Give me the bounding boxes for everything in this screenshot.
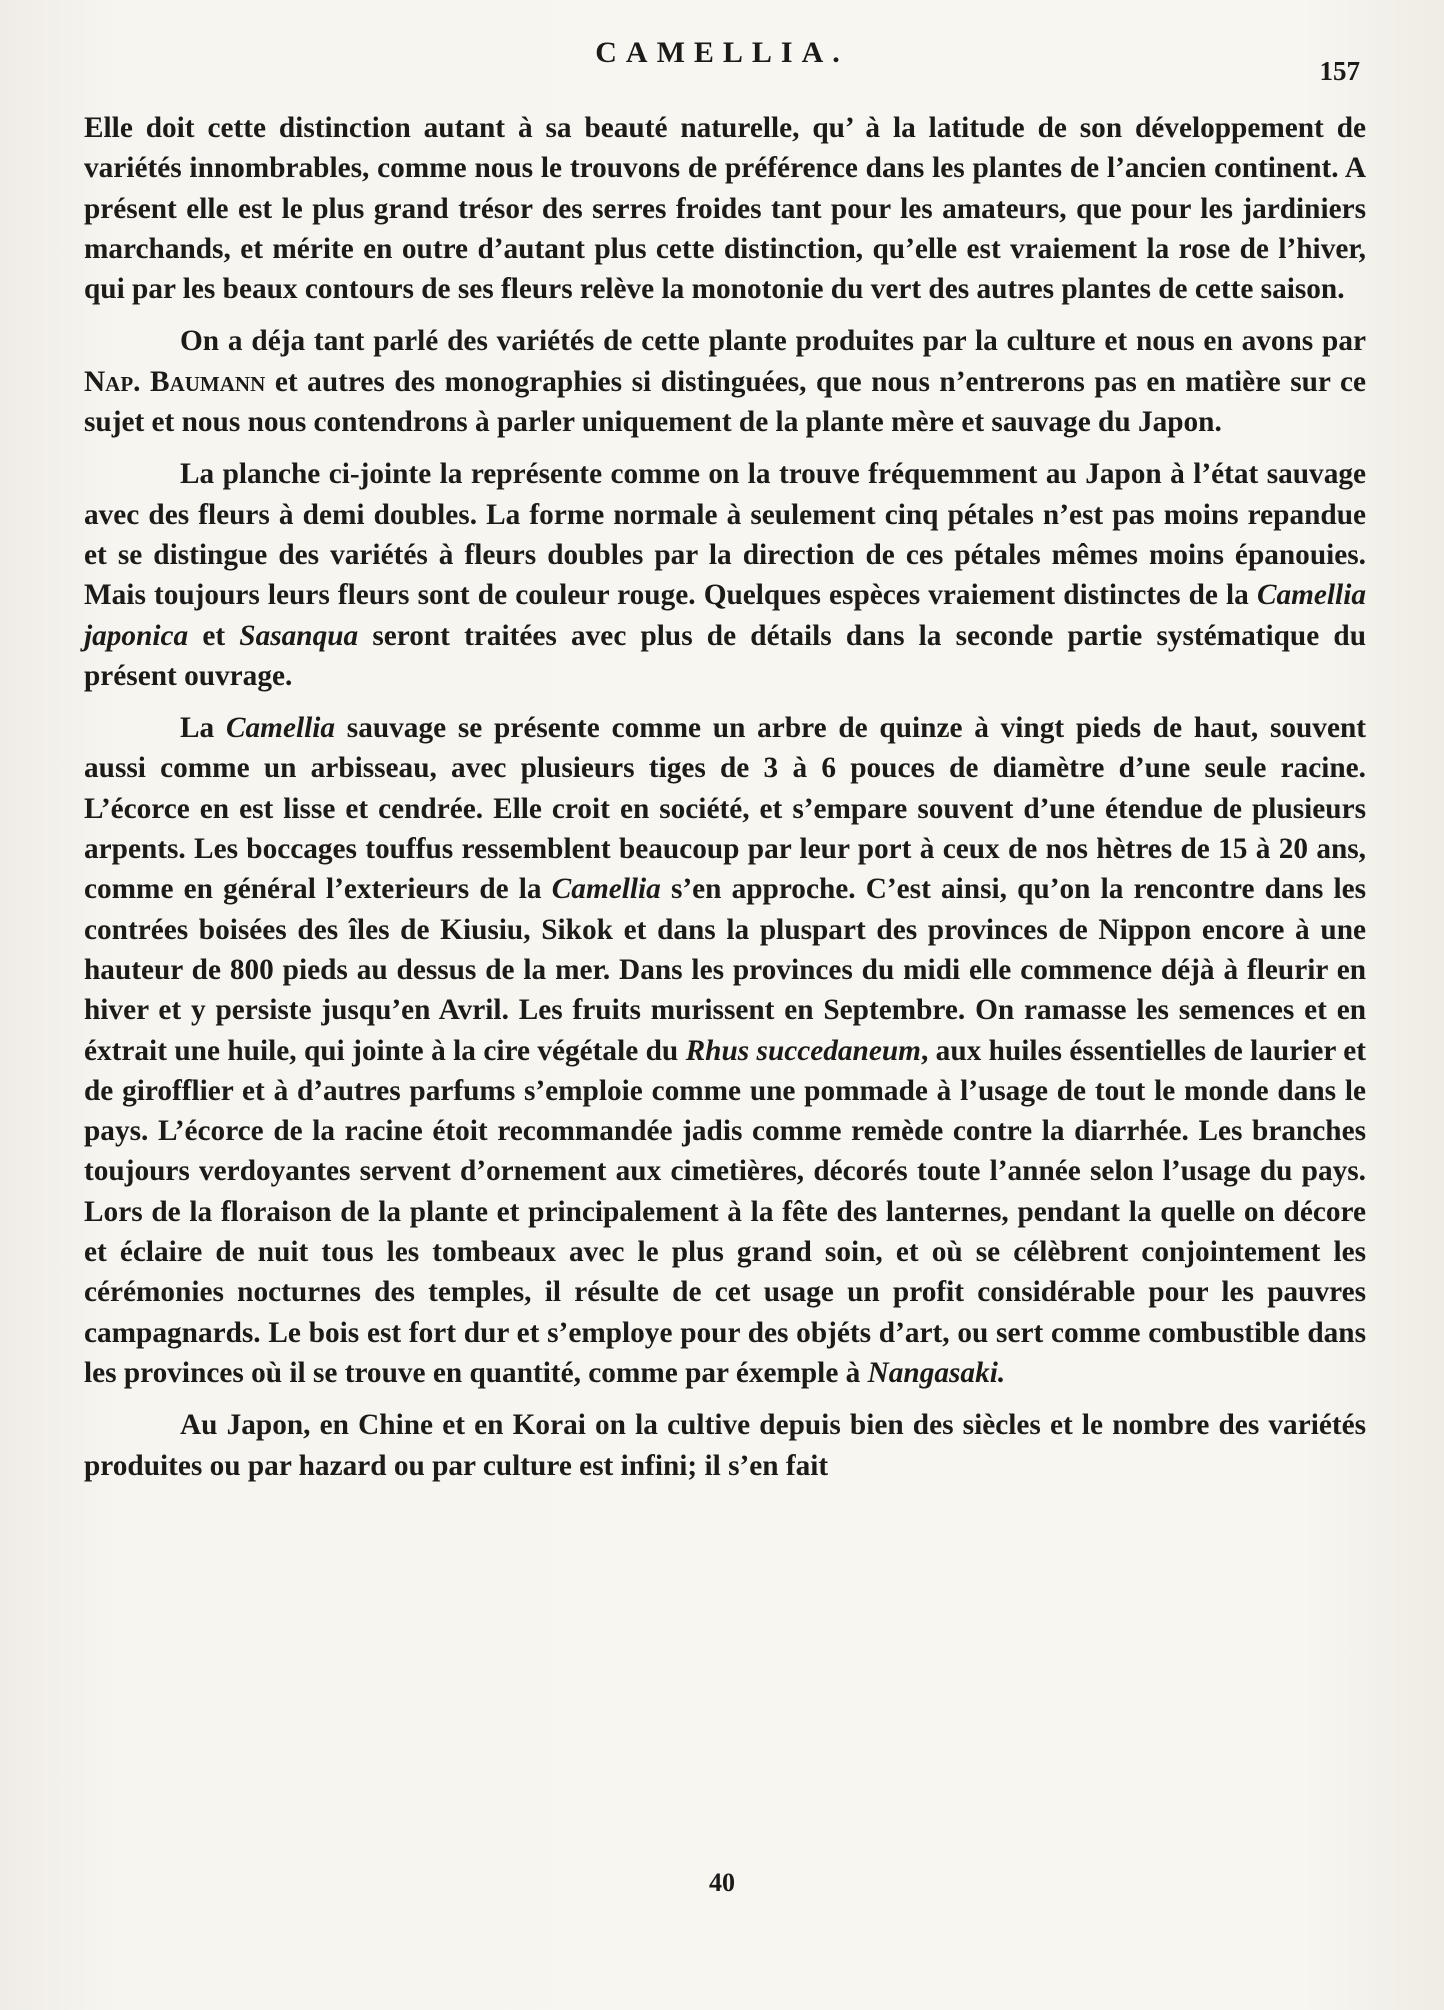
paragraph-2 [84,321,1366,442]
paragraph-4 [84,708,1366,1393]
species-name-rhus: Rhus succedaneum [685,1034,921,1067]
paragraph-5-text: Au Japon, en Chine et en Korai on la cultive depuis bien des siècles et le nombre des variétés produites ou par hazard ou par culture est infini; il s’en fait [84,1409,1366,1482]
body-text [84,108,1366,1498]
paragraph-2-text-a: On a déja tant parlé des variétés de cette plante produites par la culture et nous en avons par [180,325,1366,358]
page-number: 157 [1319,56,1360,86]
paragraph-1 [84,108,1366,309]
genus-name-camellia: Camellia [225,712,336,745]
paragraph-2-text-b: et autres des monographies si distinguées, que nous n’entrerons pas en matière sur ce sujet et nous nous contendrons à parler uniquement de la plante mère et sauvage du Japon. [84,365,1366,439]
genus-name-camellia-2: Camellia [551,873,661,906]
species-name-sasanqua: Sasanqua [239,619,359,652]
species-name-japonica: Camellia japonica [84,579,1366,652]
paragraph-3-text-a: La planche ci-jointe la représente comme on la trouve fréquemment au Japon à l’état sauvage avec des fleurs à demi doubles. La forme normale à seulement cinq pétales n’est pas moins repandue et se distingue des variétés à fleurs doubles par la direction de ces pétales mêmes moins épanouies. Mais toujours leurs fleurs sont de couleur rouge. Quelques espèces vraiement distinctes de la [84,458,1366,612]
paragraph-5 [84,1405,1366,1486]
paragraph-3-text-mid: et [188,619,240,652]
author-name: Nap. Baumann [84,365,266,398]
running-head: CAMELLIA. [595,36,849,69]
place-name-nangasaki: Nangasaki. [867,1356,1006,1389]
paragraph-4-text-d: , aux huiles éssentielles de laurier et de girofflier et à d’autres parfums s’emploie comme une pommade à l’usage de tout le monde dans le pays. L’écorce de la racine étoit recommandée jadis comme remède contre la diarrhée. Les branches toujours verdoyantes servent d’ornement aux cimetières, décorés toute l’année selon l’usage du pays. Lors de la floraison de la plante et principalement à la fête des lanternes, pendant la quelle on décore et éclaire de nuit tous les tombeaux avec le plus grand soin, et où se célèbrent conjointement les cérémonies nocturnes des temples, il résulte de cet usage un profit considérable pour les pauvres campagnards. Le bois est fort dur et s’employe pour des objéts d’art, ou sert comme combustible dans les provinces où il se trouve en quantité, comme par éxemple à [84,1034,1366,1389]
paragraph-3 [84,454,1366,696]
paragraph-1-text: Elle doit cette distinction autant à sa beauté naturelle, qu’ à la latitude de son développement de variétés innombrables, comme nous le trouvons de préférence dans les plantes de l’ancien continent. A présent elle est le plus grand trésor des serres froides tant pour les amateurs, que pour les jardiniers marchands, et mérite en outre d’autant plus cette distinction, qu’elle est vraiement la rose de l’hiver, qui par les beaux contours de ses fleurs relève la monotonie du vert des autres plantes de cette saison. [84,112,1366,306]
signature-mark: 40 [709,1868,735,1897]
paragraph-4-text-c: s’en approche. C’est ainsi, qu’on la rencontre dans les contrées boisées des îles de Kiusiu, Sikok et dans la pluspart des provinces de Nippon encore à une hauteur de 800 pieds au dessus de la mer. Dans les provinces du midi elle commence déjà à fleurir en hiver et y persiste jusqu’en Avril. Les fruits murissent en Septembre. On ramasse les semences et en éxtrait une huile, qui jointe à la cire végétale du [84,873,1366,1067]
paragraph-4-text-b: sauvage se présente comme un arbre de quinze à vingt pieds de haut, souvent aussi comme un arbisseau, avec plusieurs tiges de 3 à 6 pouces de diamètre d’une seule racine. L’écorce en est lisse et cendrée. Elle croit en société, et s’empare souvent d’une étendue de plusieurs arpents. Les boccages touffus ressemblent beaucoup par leur port à ceux de nos hètres de 15 à 20 ans, comme en général l’exterieurs de la [84,712,1367,906]
paragraph-3-text-b: seront traitées avec plus de détails dans la seconde partie systématique du présent ouvrage. [84,619,1366,692]
paragraph-4-text-a: La [180,712,226,745]
